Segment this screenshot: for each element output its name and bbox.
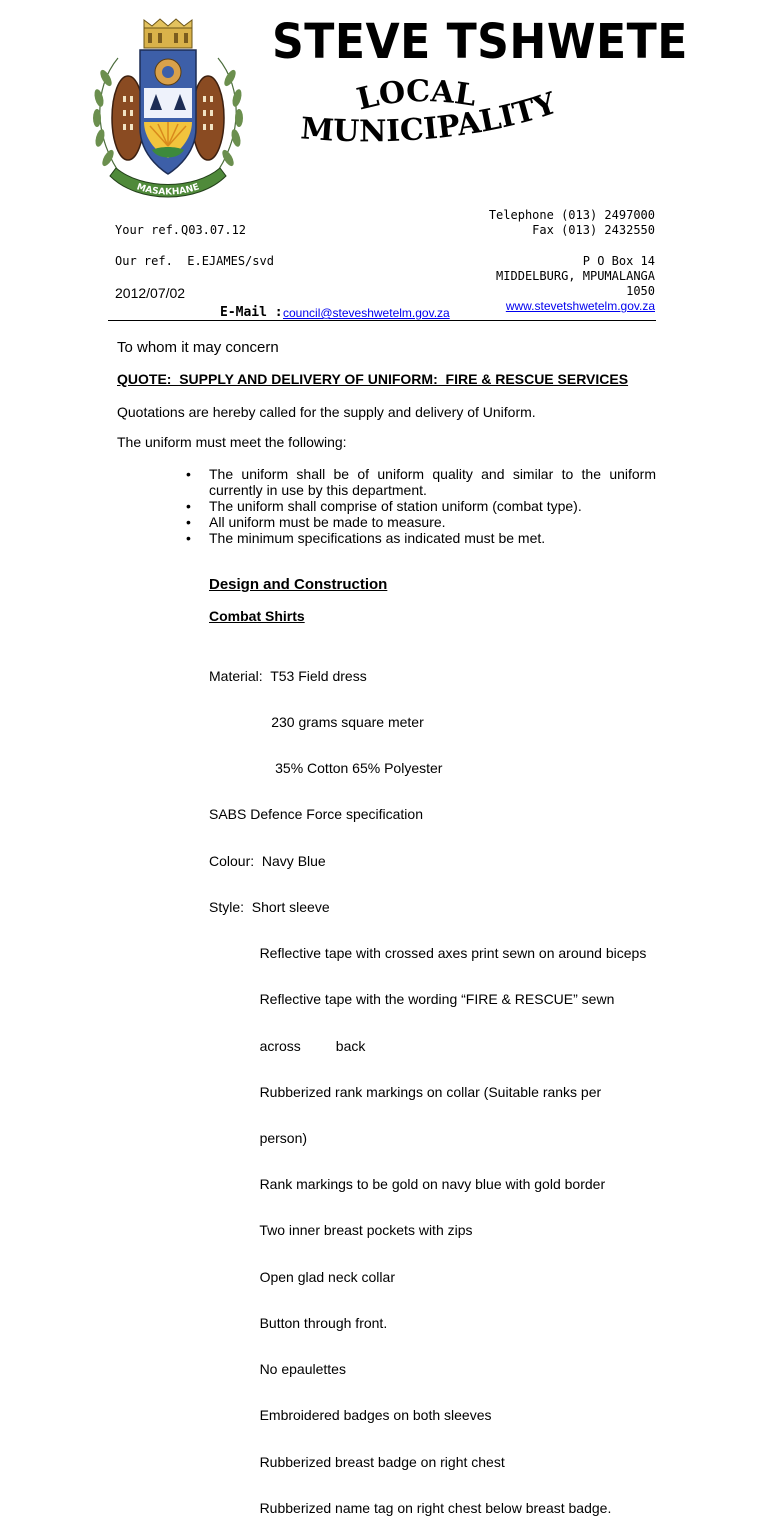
combat-shirts-heading: Combat Shirts xyxy=(209,608,305,624)
crest-motto: MASAKHANE xyxy=(135,182,201,198)
website-link[interactable]: www.stevetshwetelm.gov.za xyxy=(505,299,655,313)
our-ref: Our ref. E.EJAMES/svd xyxy=(115,254,274,268)
header-divider xyxy=(108,320,656,321)
design-heading: Design and Construction xyxy=(209,576,388,593)
municipal-crest-logo xyxy=(88,18,248,206)
spec-line: Reflective tape with the wording “FIRE & RESCUE” sewn xyxy=(209,991,615,1008)
intro-paragraph: Quotations are hereby called for the supply and delivery of Uniform. xyxy=(117,404,536,420)
municipality-name: STEVE TSHWETE xyxy=(272,14,688,70)
spec-line: SABS Defence Force specification xyxy=(209,806,423,823)
subtitle-municipality: MUNICIPALITY xyxy=(299,86,561,150)
subtitle-local: LOCAL xyxy=(353,74,479,118)
email-label: E-Mail : xyxy=(220,305,283,320)
spec-line: Rubberized name tag on right chest below breast badge. xyxy=(209,1499,612,1516)
your-ref-label: Your ref. xyxy=(115,223,181,237)
list-item: • The uniform shall be of uniform quality and similar to the uniform currently in use by this department. xyxy=(186,466,656,498)
spec-line: Style: Short sleeve xyxy=(209,898,330,915)
salutation: To whom it may concern xyxy=(117,339,279,356)
spec-line: Two inner breast pockets with zips xyxy=(209,1222,473,1239)
list-item: • The uniform shall comprise of station uniform (combat type). xyxy=(186,498,656,514)
svg-text:MUNICIPALITY xyxy=(299,86,561,149)
po-box: P O Box 14 xyxy=(582,254,655,268)
subject-line: QUOTE: SUPPLY AND DELIVERY OF UNIFORM: FIRE & RESCUE SERVICES xyxy=(117,371,629,387)
city: MIDDELBURG, MPUMALANGA xyxy=(496,269,655,283)
list-item: • All uniform must be made to measure. xyxy=(186,514,656,530)
letter-date: 2012/07/02 xyxy=(115,285,186,301)
email-link[interactable]: council@steveshwetelm.gov.za xyxy=(283,306,450,320)
spec-line: 35% Cotton 65% Polyester xyxy=(209,760,443,777)
specification-block xyxy=(209,638,646,1532)
spec-line: Open glad neck collar xyxy=(209,1268,395,1285)
municipality-subtitle xyxy=(290,70,610,160)
spec-line: Rubberized rank markings on collar (Suitable ranks per xyxy=(209,1083,602,1100)
fax: Fax (013) 2432550 xyxy=(532,223,655,237)
postal-code: 1050 xyxy=(626,284,655,298)
list-item: • The minimum specifications as indicated must be met. xyxy=(186,530,656,546)
spec-line: Button through front. xyxy=(209,1314,388,1331)
spec-line: Colour: Navy Blue xyxy=(209,852,326,869)
spec-line: Material: T53 Field dress xyxy=(209,667,367,684)
spec-line: person) xyxy=(209,1130,308,1146)
spec-line: No epaulettes xyxy=(209,1361,346,1378)
spec-line: Reflective tape with crossed axes print sewn on around biceps xyxy=(209,945,647,962)
requirements-intro: The uniform must meet the following: xyxy=(117,434,347,450)
requirements-list xyxy=(186,466,656,546)
spec-line: Rubberized breast badge on right chest xyxy=(209,1453,505,1470)
spec-line: Rank markings to be gold on navy blue with gold border xyxy=(209,1176,606,1193)
your-ref-value: Q03.07.12 xyxy=(181,223,247,237)
spec-line: 230 grams square meter xyxy=(209,714,424,731)
telephone: Telephone (013) 2497000 xyxy=(488,208,655,222)
spec-line: Embroidered badges on both sleeves xyxy=(209,1407,492,1424)
spec-line: across back xyxy=(209,1037,366,1054)
